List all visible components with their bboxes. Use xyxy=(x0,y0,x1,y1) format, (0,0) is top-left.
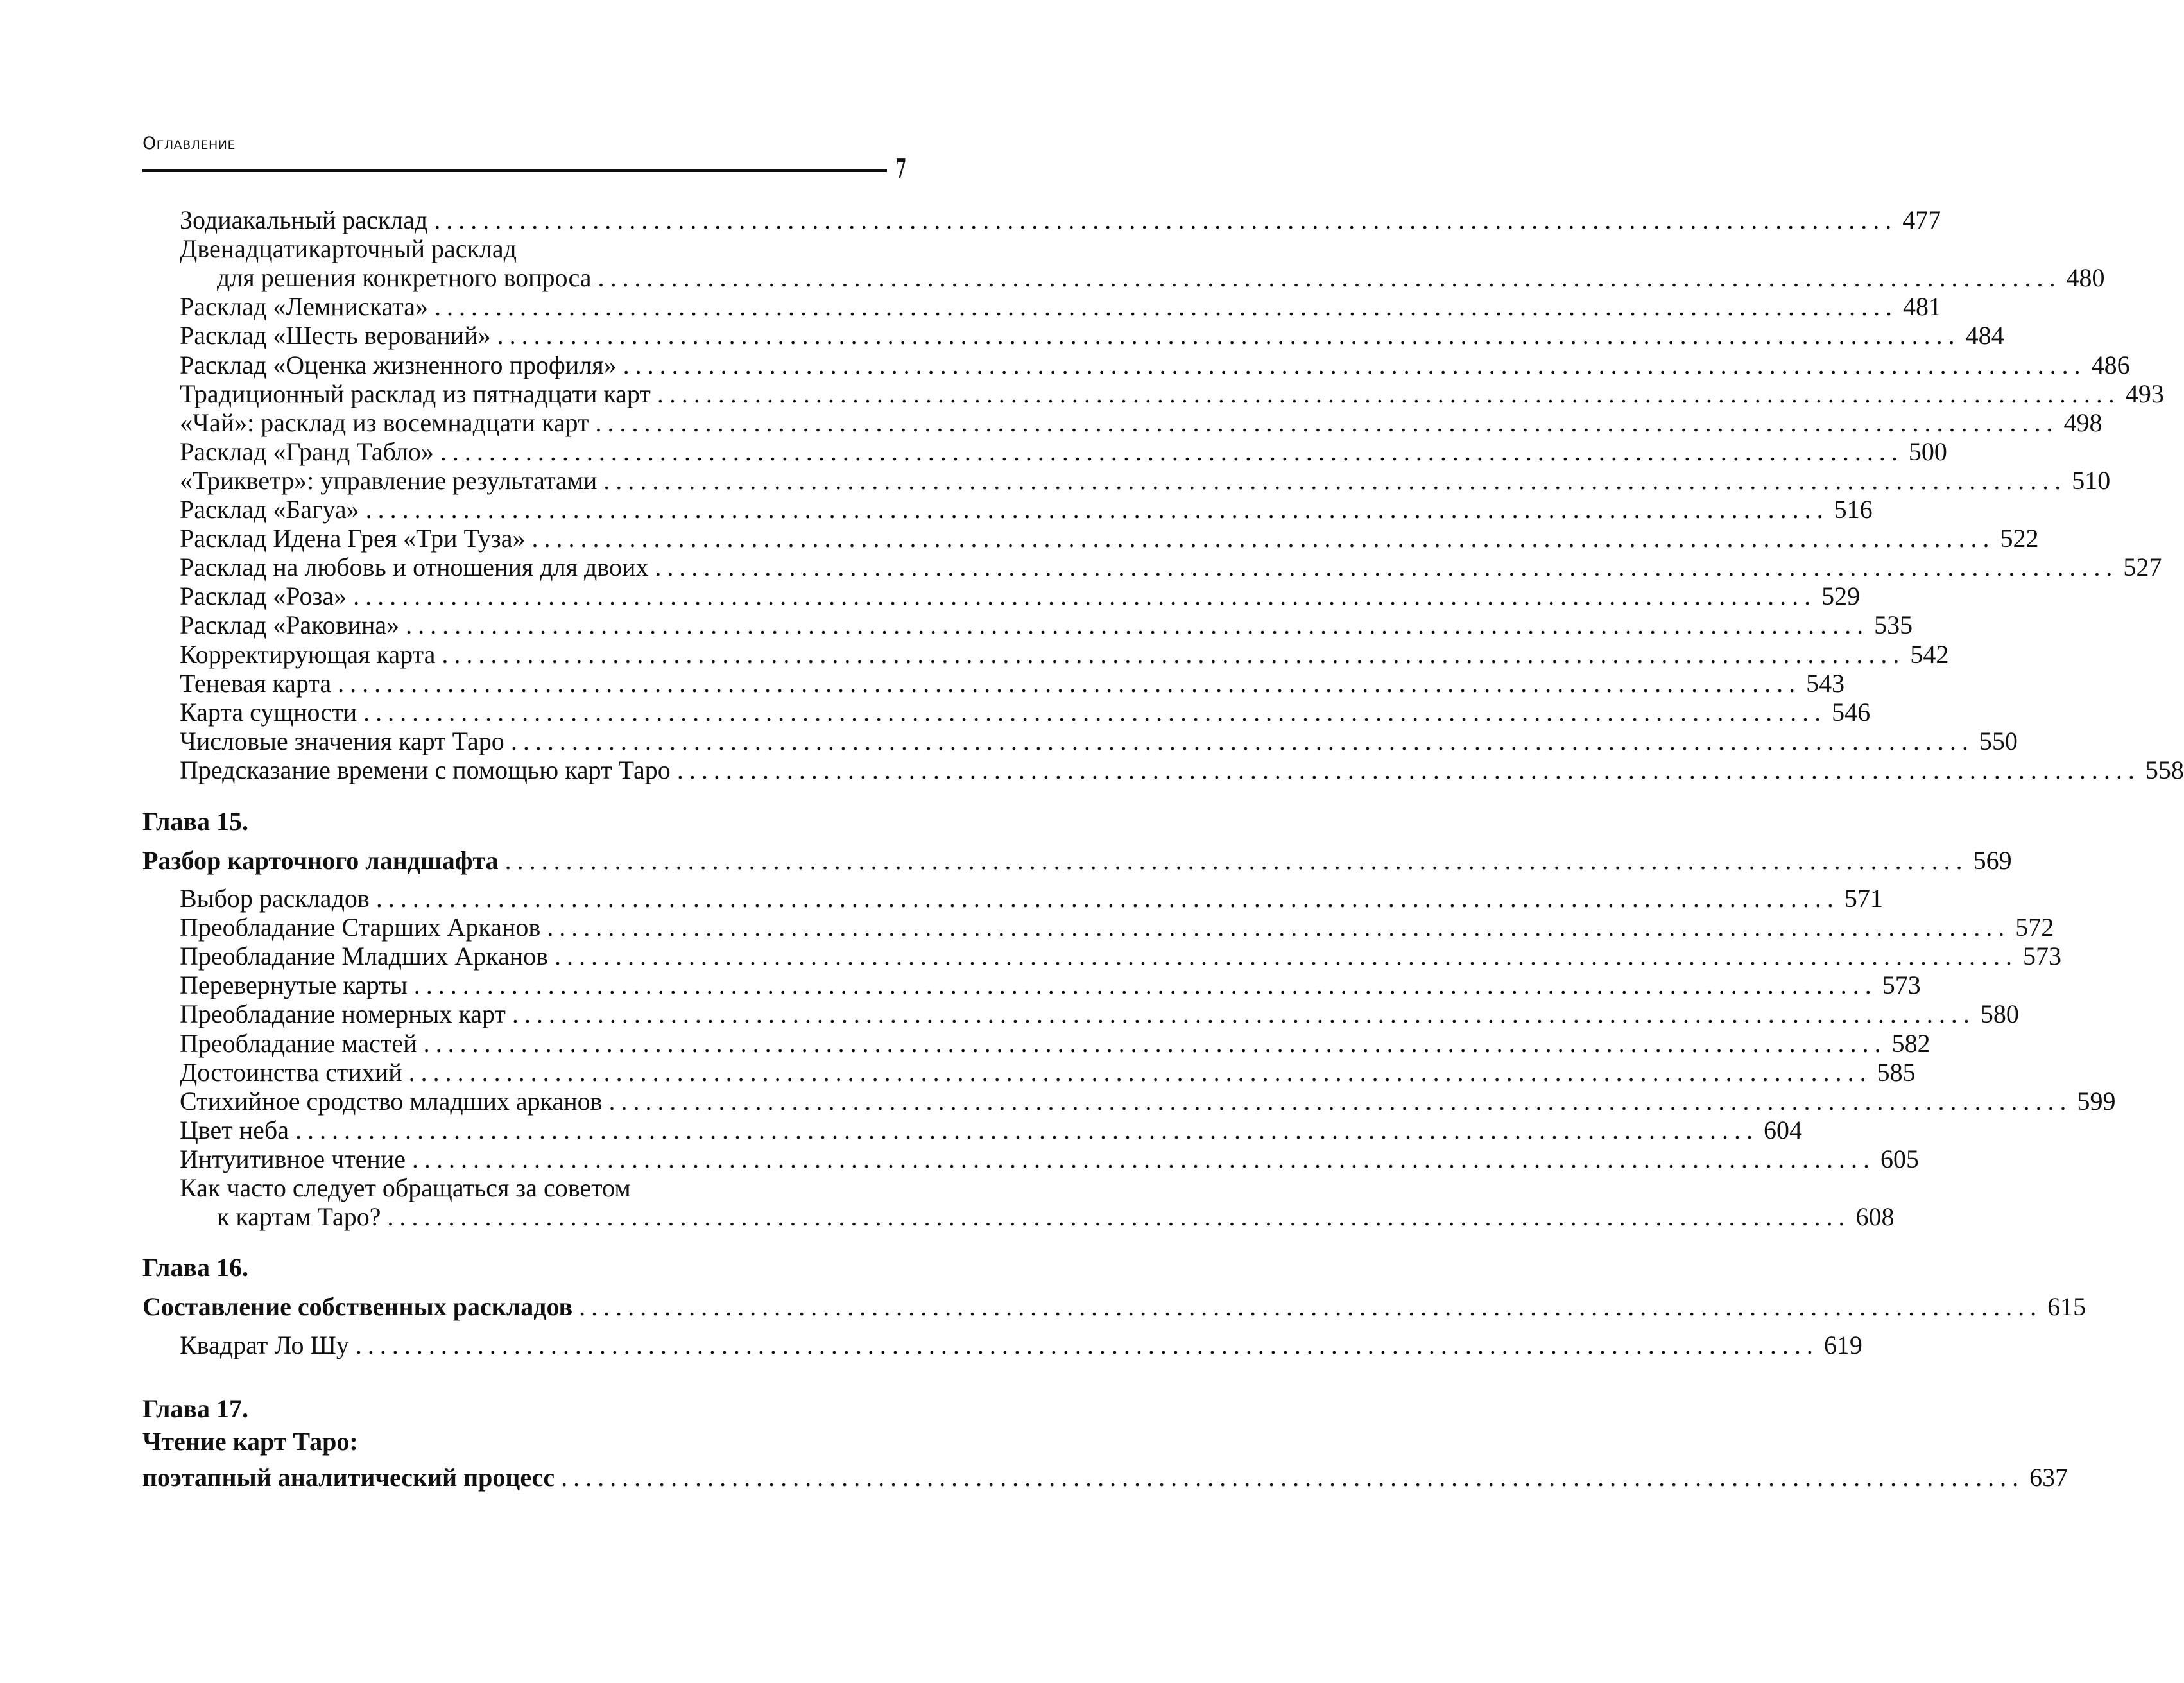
dot-leader: ........................................................................................................................ xyxy=(512,999,1975,1029)
running-head: Оглавление xyxy=(142,134,236,153)
dot-leader: ........................................................................................................................ xyxy=(598,263,2061,293)
chapter-label: Глава 17. xyxy=(142,1394,248,1423)
toc-entry[interactable] xyxy=(0,350,2130,380)
entry-page-number: 571 xyxy=(1839,884,1883,913)
entry-title: «Чай»: расклад из восемнадцати карт xyxy=(180,408,595,438)
entry-page-number: 605 xyxy=(1875,1144,1919,1174)
toc-entry[interactable] xyxy=(0,1144,1919,1174)
entry-title: Составление собственных раскладов xyxy=(142,1292,579,1322)
dot-leader: ........................................................................................................................ xyxy=(353,582,1817,611)
entry-title: Интуитивное чтение xyxy=(180,1144,412,1174)
dot-leader: ........................................................................................................................ xyxy=(442,639,1905,669)
dot-leader: ........................................................................................................................ xyxy=(408,1057,1872,1087)
chapter-label: Глава 16. xyxy=(142,1253,248,1282)
dot-leader: ........................................................................................................................ xyxy=(365,495,1829,524)
entry-page-number: 582 xyxy=(1887,1029,1930,1058)
dot-leader: ........................................................................................................................ xyxy=(561,1463,2025,1492)
entry-title: «Трикветр»: управление результатами xyxy=(180,466,603,496)
entry-title: Расклад «Роза» xyxy=(180,582,353,611)
entry-title: Цвет неба xyxy=(180,1116,295,1145)
toc-entry[interactable] xyxy=(0,1115,1803,1145)
entry-title: Зодиакальный расклад xyxy=(180,205,434,235)
toc-entry[interactable] xyxy=(0,1057,1916,1087)
entry-title: Расклад на любовь и отношения для двоих xyxy=(180,553,655,582)
entry-page-number: 572 xyxy=(2010,913,2054,942)
dot-leader: ........................................................................................................................ xyxy=(423,1028,1887,1058)
entry-page-number: 637 xyxy=(2024,1463,2068,1492)
entry-page-number: 480 xyxy=(2061,263,2105,293)
toc-entry[interactable] xyxy=(0,726,2018,756)
dot-leader: ........................................................................................................................ xyxy=(657,379,2120,408)
chapter-title-line1: Чтение карт Таро: xyxy=(142,1427,358,1456)
entry-title: Преобладание мастей xyxy=(180,1029,424,1058)
entry-page-number: 619 xyxy=(1819,1331,1862,1360)
toc-entry[interactable] xyxy=(0,1086,2116,1116)
dot-leader: ........................................................................................................................ xyxy=(295,1115,1759,1144)
dot-leader: ........................................................................................................................ xyxy=(440,436,1904,466)
toc-entry[interactable] xyxy=(0,465,2111,496)
toc-entry[interactable] xyxy=(0,999,2019,1029)
entry-page-number: 493 xyxy=(2120,379,2164,409)
toc-entry[interactable] xyxy=(0,639,1949,669)
dot-leader: ........................................................................................................................ xyxy=(531,524,1995,553)
entry-page-number: 543 xyxy=(1801,669,1844,698)
entry-title: Расклад «Лемниската» xyxy=(180,292,434,322)
entry-title: Корректирующая карта xyxy=(180,640,442,669)
page-number: 7 xyxy=(895,153,907,184)
dot-leader: ........................................................................................................................ xyxy=(363,697,1827,727)
dot-leader: ........................................................................................................................ xyxy=(603,465,2067,495)
dot-leader: ........................................................................................................................ xyxy=(510,726,1974,755)
entry-page-number: 484 xyxy=(1961,321,2004,350)
entry-page-number: 529 xyxy=(1816,582,1860,611)
entry-page-number: 580 xyxy=(1975,999,2019,1029)
toc-entry[interactable] xyxy=(0,379,2164,409)
dot-leader: ........................................................................................................................ xyxy=(387,1202,1851,1232)
toc-entry[interactable] xyxy=(0,263,2105,293)
entry-page-number: 569 xyxy=(1968,846,2012,876)
chapter-entry[interactable] xyxy=(0,1463,2068,1492)
entry-page-number: 527 xyxy=(2118,553,2162,582)
entry-page-number: 615 xyxy=(2042,1292,2086,1322)
entry-page-number: 477 xyxy=(1897,205,1941,235)
entry-page-number: 558 xyxy=(2140,755,2184,785)
entry-title: для решения конкретного вопроса xyxy=(217,263,598,293)
entry-title: Расклад «Оценка жизненного профиля» xyxy=(180,350,623,380)
entry-page-number: 535 xyxy=(1869,610,1913,640)
dot-leader: ........................................................................................................................ xyxy=(497,321,1961,350)
entry-page-number: 516 xyxy=(1829,495,1873,524)
toc-entry[interactable] xyxy=(0,408,2102,438)
toc-entry[interactable] xyxy=(0,292,1942,322)
entry-page-number: 573 xyxy=(1877,971,1921,1000)
header-rule xyxy=(142,169,887,172)
toc-entry[interactable] xyxy=(0,971,1921,1000)
entry-title: Преобладание Старших Арканов xyxy=(180,913,547,942)
dot-leader: ........................................................................................................................ xyxy=(554,942,2018,971)
entry-title: Расклад «Гранд Табло» xyxy=(180,437,440,467)
toc-entry[interactable] xyxy=(0,321,2004,350)
toc-entry[interactable] xyxy=(0,1202,1895,1232)
toc-entry-line1: Как часто следует обращаться за советом xyxy=(180,1173,631,1202)
dot-leader: ........................................................................................................................ xyxy=(434,205,1898,234)
entry-page-number: 500 xyxy=(1904,437,1947,467)
dot-leader: ........................................................................................................................ xyxy=(412,1144,1875,1173)
entry-title: Квадрат Ло Шу xyxy=(180,1331,356,1360)
entry-page-number: 486 xyxy=(2086,350,2130,380)
entry-title: Преобладание Младших Арканов xyxy=(180,942,555,971)
dot-leader: ........................................................................................................................ xyxy=(406,610,1870,640)
dot-leader: ........................................................................................................................ xyxy=(434,292,1898,322)
entry-title: Числовые значения карт Таро xyxy=(180,727,511,756)
entry-title: Преобладание номерных карт xyxy=(180,999,512,1029)
dot-leader: ........................................................................................................................ xyxy=(547,913,2011,942)
toc-entry[interactable] xyxy=(0,668,1845,698)
entry-title: Теневая карта xyxy=(180,669,338,698)
toc-entry[interactable] xyxy=(0,582,1861,611)
dot-leader: ........................................................................................................................ xyxy=(338,668,1801,698)
dot-leader: ........................................................................................................................ xyxy=(355,1331,1819,1359)
entry-title: Расклад Идена Грея «Три Туза» xyxy=(180,524,531,553)
toc-entry[interactable] xyxy=(0,553,2162,582)
toc-entry[interactable] xyxy=(0,1028,1930,1058)
entry-page-number: 599 xyxy=(2072,1087,2116,1116)
entry-page-number: 604 xyxy=(1758,1116,1802,1145)
dot-leader: ........................................................................................................................ xyxy=(595,408,2059,437)
entry-title: Разбор карточного ландшафта xyxy=(142,846,505,876)
toc-entry[interactable] xyxy=(0,524,2039,553)
entry-title: Достоинства стихий xyxy=(180,1058,409,1087)
dot-leader: ........................................................................................................................ xyxy=(676,755,2140,784)
toc-entry[interactable] xyxy=(0,942,2061,971)
toc-entry[interactable] xyxy=(0,610,1913,640)
entry-page-number: 481 xyxy=(1898,292,1941,322)
entry-page-number: 522 xyxy=(1995,524,2038,553)
dot-leader: ........................................................................................................................ xyxy=(623,350,2086,379)
dot-leader: ........................................................................................................................ xyxy=(413,971,1877,1000)
dot-leader: ........................................................................................................................ xyxy=(608,1086,2072,1116)
dot-leader: ........................................................................................................................ xyxy=(504,846,1968,875)
entry-title: к картам Таро? xyxy=(217,1202,387,1232)
toc-entry[interactable] xyxy=(0,755,2184,785)
entry-title: Стихийное сродство младших арканов xyxy=(180,1087,609,1116)
chapter-entry[interactable] xyxy=(0,1292,2086,1322)
chapter-entry[interactable] xyxy=(0,846,2012,876)
entry-page-number: 510 xyxy=(2067,466,2110,496)
dot-leader: ........................................................................................................................ xyxy=(655,553,2119,582)
toc-entry[interactable] xyxy=(0,205,1941,235)
entry-page-number: 542 xyxy=(1905,640,1948,669)
toc-entry[interactable] xyxy=(0,436,1947,467)
toc-entry[interactable] xyxy=(0,495,1873,524)
entry-page-number: 550 xyxy=(1974,727,2018,756)
toc-entry[interactable] xyxy=(0,884,1883,913)
entry-title: Выбор раскладов xyxy=(180,884,376,913)
toc-entry[interactable] xyxy=(0,697,1871,727)
entry-page-number: 573 xyxy=(2018,942,2061,971)
entry-title: Перевернутые карты xyxy=(180,971,414,1000)
entry-page-number: 608 xyxy=(1850,1202,1894,1232)
entry-title: Предсказание времени с помощью карт Таро xyxy=(180,755,677,785)
dot-leader: ........................................................................................................................ xyxy=(375,884,1839,913)
entry-page-number: 498 xyxy=(2058,408,2102,438)
entry-title: Традиционный расклад из пятнадцати карт xyxy=(180,379,657,409)
entry-title: Расклад «Шесть верований» xyxy=(180,321,497,350)
toc-entry-line1: Двенадцатикарточный расклад xyxy=(180,234,517,264)
toc-entry[interactable] xyxy=(0,913,2054,942)
toc-entry[interactable] xyxy=(0,1331,1862,1360)
chapter-label: Глава 15. xyxy=(142,807,248,836)
entry-page-number: 546 xyxy=(1827,698,1870,727)
entry-title: Карта сущности xyxy=(180,698,363,727)
entry-title: поэтапный аналитический процесс xyxy=(142,1463,561,1492)
entry-title: Расклад «Багуа» xyxy=(180,495,366,524)
entry-page-number: 585 xyxy=(1872,1058,1916,1087)
dot-leader: ........................................................................................................................ xyxy=(579,1292,2043,1321)
entry-title: Расклад «Раковина» xyxy=(180,610,406,640)
